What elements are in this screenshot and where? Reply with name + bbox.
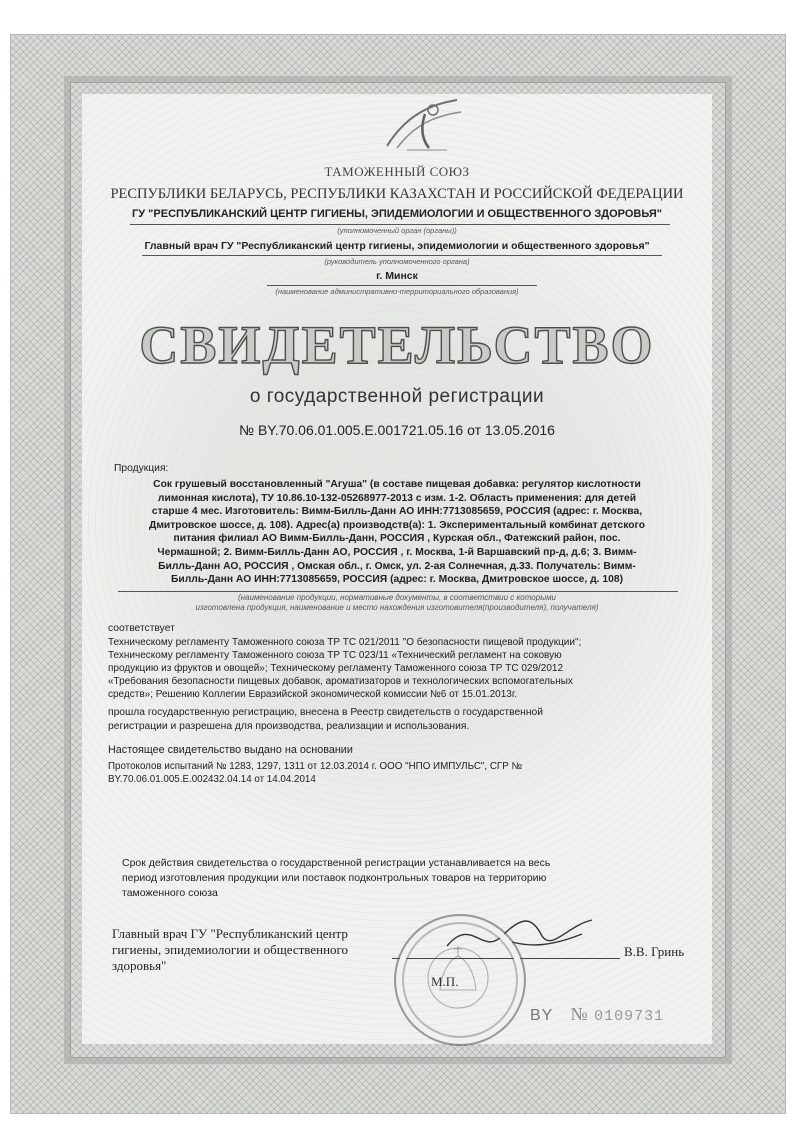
regulation-line: Техническому регламенту Таможенного союза ТР ТС 023/11 «Технический регламент на соковую [108, 650, 562, 661]
head-doctor-note: (руководитель уполномоченного органа) [324, 257, 470, 266]
regulation-line: продукцию из фруктов и овощей»; Техническому регламенту Таможенного союза ТР ТС 029/2012 [108, 663, 564, 674]
head-doctor-line: Главный врач ГУ "Республиканский центр гигиены, эпидемиологии и общественного здоровья" [144, 240, 650, 252]
basis-label: Настоящее свидетельство выдано на основании [108, 744, 353, 756]
organization-note: (уполномоченный орган (органы)) [337, 226, 457, 235]
certificate-content [82, 94, 712, 1044]
serial-number-sign: № [570, 1004, 589, 1024]
regulation-line: Техническому регламенту Таможенного союза ТР ТС 021/2011 "О безопасности пищевой продукции"; [108, 637, 582, 648]
validity-line: таможенного союза [122, 887, 218, 899]
product-description [102, 478, 692, 587]
compliance-label: соответствует [108, 623, 175, 634]
product-label: Продукция: [114, 463, 169, 474]
product-line: лимонная кислота), ТУ 10.86.10-132-05268977-2013 с изм. 1-2. Область применения: для детей [157, 492, 637, 504]
validity-statement [122, 856, 692, 901]
product-note-line: (наименование продукции, нормативные документы, в соответствии с которыми [237, 593, 557, 602]
product-line: питания филиал АО Вимм-Билль-Данн, РОССИЯ , Курская обл., Фатежский район, пос. [173, 533, 621, 545]
basis-documents [108, 760, 698, 786]
product-line: Чермашной; 2. Вимм-Билль-Данн АО, РОССИЯ , г. Москва, 1-й Варшавский пр-д, д.6; 3. Вимм- [157, 546, 637, 558]
regulation-line: средств»; Решению Коллегии Евразийской экономической комиссии №6 от 15.01.2013г. [108, 689, 518, 700]
product-note-line: изготовлена продукция, наименование и место нахождения изготовителя(производителя), получателя) [195, 603, 599, 612]
product-line: старше 4 мес. Изготовитель: Вимм-Билль-Данн АО ИНН:7713085659, РОССИЯ (адрес: г. Москва, [151, 506, 643, 518]
organization-underline [130, 224, 670, 225]
city-underline [267, 285, 537, 286]
city-note: (наименование административно-территориального образования) [275, 287, 519, 296]
product-line: Сок грушевый восстановленный "Агуша" (в составе пищевая добавка: регулятор кислотности [153, 479, 641, 490]
basis-line: BY.70.06.01.005.E.002432.04.14 от 14.04.2014 [108, 774, 316, 785]
serial-number: 0109731 [594, 1008, 665, 1025]
republics-line: РЕСПУБЛИКИ БЕЛАРУСЬ, РЕСПУБЛИКИ КАЗАХСТАН И РОССИЙСКОЙ ФЕДЕРАЦИИ [110, 186, 684, 202]
product-line: Билль-Данн АО, РОССИЯ , Омская обл., г. Омск, ул. 2-ая Солнечная, д.33. Получатель: Вимм- [158, 560, 636, 572]
registration-statement [108, 706, 698, 734]
union-name: ТАМОЖЕННЫЙ СОЮЗ [324, 164, 470, 179]
registration-line: прошла государственную регистрацию, внесена в Реестр свидетельств о государственной [108, 707, 544, 718]
product-note [102, 593, 692, 613]
validity-line: период изготовления продукции или поставок подконтрольных товаров на территорию [122, 872, 547, 884]
signer-position [112, 926, 402, 974]
document-title: СВИДЕТЕЛЬСТВО [139, 315, 655, 375]
certificate-sheet [10, 34, 786, 1114]
stamp-label: М.П. [431, 974, 459, 989]
regulation-line: «Требования безопасности пищевых добавок, ароматизаторов и технологических вспомогательных [108, 676, 573, 687]
form-serial [530, 1004, 664, 1025]
serial-country: BY [530, 1007, 554, 1024]
customs-union-emblem-icon [377, 94, 467, 154]
organization-name: ГУ "РЕСПУБЛИКАНСКИЙ ЦЕНТР ГИГИЕНЫ, ЭПИДЕМИОЛОГИИ И ОБЩЕСТВЕННОГО ЗДОРОВЬЯ" [132, 208, 662, 220]
product-line: Дмитровское шоссе, д. 108). Адрес(а) производств(а): 1. Экспериментальный комбинат детского [148, 519, 645, 531]
basis-line: Протоколов испытаний № 1283, 1297, 1311 от 12.03.2014 г. ООО "НПО ИМПУЛЬС", СГР № [108, 761, 522, 772]
head-doctor-underline [142, 255, 662, 256]
compliance-regulations [108, 636, 698, 701]
city-line: г. Минск [376, 270, 418, 282]
registration-line: регистрации и разрешена для производства, реализации и использования. [108, 721, 470, 732]
registration-number: № BY.70.06.01.005.E.001721.05.16 от 13.05.2016 [239, 422, 555, 438]
product-line: Билль-Данн АО ИНН:7713085659, РОССИЯ (адрес: г. Москва, Дмитровское шоссе, д. 108) [171, 574, 623, 586]
document-subtitle: о государственной регистрации [249, 386, 545, 407]
signer-position-line: гигиены, эпидемиологии и общественного [112, 942, 349, 957]
product-underline [118, 591, 678, 592]
signer-name: В.В. Гринь [624, 944, 685, 959]
signer-position-line: Главный врач ГУ "Республиканский центр [112, 926, 348, 941]
validity-line: Срок действия свидетельства о государственной регистрации устанавливается на весь [122, 857, 551, 869]
signer-position-line: здоровья" [112, 958, 167, 973]
